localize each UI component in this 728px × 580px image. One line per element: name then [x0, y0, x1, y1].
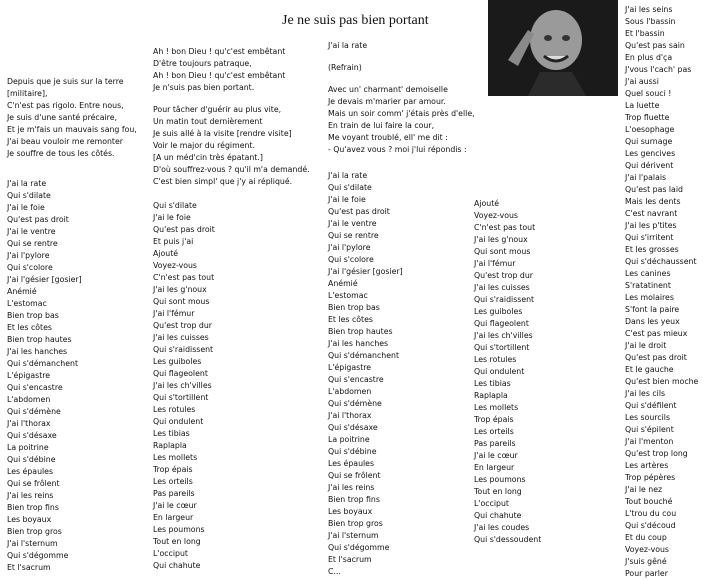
- lyric-line: Qui se rentre: [328, 231, 379, 240]
- lyric-line: Mais les dents: [625, 197, 681, 206]
- lyric-line: J'ai le nez: [625, 485, 663, 494]
- lyric-line: Les tibias: [153, 429, 190, 438]
- lyric-line: (Refrain): [328, 63, 362, 72]
- lyric-line: Qui dérivent: [625, 161, 674, 170]
- lyric-line: Qui s'dilate: [153, 201, 197, 210]
- lyric-line: S'font la paire: [625, 305, 680, 314]
- lyric-line: Qui chahute: [474, 511, 522, 520]
- lyric-line: J'ai le foie: [153, 213, 191, 222]
- lyric-line: La luette: [625, 101, 660, 110]
- lyric-line: Les mollets: [153, 453, 198, 462]
- lyric-line: - Qu'avez vous ? moi j'lui répondis :: [328, 145, 467, 154]
- lyric-line: Et l'sacrum: [7, 563, 51, 572]
- lyric-line: J'ai les seins: [625, 5, 673, 14]
- lyric-line: Les molaires: [625, 293, 674, 302]
- lyrics-column-4: [474, 198, 614, 546]
- lyric-line: J'ai les g'noux: [153, 285, 207, 294]
- lyric-line: Me voyant troublé, ell' me dit :: [328, 133, 448, 142]
- lyric-line: Les orteils: [474, 427, 514, 436]
- lyric-line: J'ai le cœur: [153, 501, 197, 510]
- lyric-line: Qu'est bien moche: [625, 377, 699, 386]
- lyric-line: Les canines: [625, 269, 671, 278]
- lyric-line: Et les côtes: [7, 323, 52, 332]
- lyric-line: Qui s'dessoudent: [474, 535, 542, 544]
- lyric-line: Bien trop fins: [7, 503, 59, 512]
- lyric-line: Tout en long: [474, 487, 522, 496]
- lyric-line: J'ai l'sternum: [7, 539, 58, 548]
- lyric-line: Qui s'dilate: [328, 183, 372, 192]
- lyric-line: Qu'est pas droit: [625, 353, 687, 362]
- page-title: Je ne suis pas bien portant: [282, 13, 429, 28]
- lyric-line: Qui s'raidissent: [474, 295, 535, 304]
- lyric-line: L'épigastre: [7, 371, 51, 380]
- lyric-line: J'ai le foie: [7, 203, 45, 212]
- lyric-line: Qu'est pas laid: [625, 185, 683, 194]
- portrait-image: [488, 0, 618, 96]
- lyric-line: Qui s'débine: [7, 455, 56, 464]
- lyric-line: Trop épais: [153, 465, 193, 474]
- lyric-line: Les poumons: [153, 525, 205, 534]
- lyric-line: Qui s'colore: [328, 255, 374, 264]
- lyric-line: Qui ondulent: [474, 367, 525, 376]
- lyric-line: Qui s'découd: [625, 521, 676, 530]
- lyric-line: L'abdomen: [328, 387, 372, 396]
- lyric-line: Je suis allé à la visite [rendre visite]: [153, 129, 292, 138]
- lyric-line: C'est navrant: [625, 209, 678, 218]
- lyric-line: Les artères: [625, 461, 669, 470]
- lyric-line: Je suis d'une santé précaire,: [7, 113, 117, 122]
- lyric-line: J'ai l'menton: [625, 437, 674, 446]
- lyric-line: J'suis gêné: [625, 557, 667, 566]
- lyric-line: Et l'sacrum: [328, 555, 372, 564]
- lyric-line: Qui sont mous: [153, 297, 210, 306]
- lyric-line: J'ai l'palais: [625, 173, 667, 182]
- lyric-line: Voyez-vous: [474, 211, 518, 220]
- lyric-line: L'occiput: [153, 549, 188, 558]
- lyric-line: Qui s'déchaussent: [625, 257, 697, 266]
- lyric-line: Bien trop gros: [328, 519, 383, 528]
- lyric-line: J'ai les hanches: [7, 347, 68, 356]
- lyric-line: Qui sont mous: [474, 247, 531, 256]
- lyric-line: C...: [328, 567, 341, 576]
- lyric-line: J'ai les ch'villes: [474, 331, 533, 340]
- lyric-line: Ajouté: [474, 199, 500, 208]
- lyric-line: Et l'bassin: [625, 29, 665, 38]
- lyric-line: En largeur: [474, 463, 515, 472]
- lyric-line: Raplapla: [474, 391, 508, 400]
- lyric-line: Voyez-vous: [625, 545, 669, 554]
- lyric-line: Qui s'irritent: [625, 233, 674, 242]
- lyrics-column-5: [625, 4, 728, 578]
- lyric-line: Voir le major du régiment.: [153, 141, 255, 150]
- lyric-line: J'ai aussi: [625, 77, 659, 86]
- lyric-line: Qu'est trop dur: [474, 271, 534, 280]
- lyric-line: Qu'est pas sain: [625, 41, 685, 50]
- lyric-line: L'épigastre: [328, 363, 372, 372]
- lyric-line: Je souffre de tous les côtés.: [7, 149, 115, 158]
- lyric-line: Bien trop hautes: [7, 335, 72, 344]
- lyric-line: J'ai l'gésier [gosier]: [328, 267, 403, 276]
- lyric-line: Pas pareils: [153, 489, 195, 498]
- lyric-line: Pas pareils: [474, 439, 516, 448]
- lyric-line: J'ai le ventre: [328, 219, 377, 228]
- lyric-line: Bien trop fins: [328, 495, 380, 504]
- lyric-line: Qui se rentre: [7, 239, 58, 248]
- lyrics-column-1: [7, 76, 147, 574]
- lyric-line: Bien trop bas: [328, 303, 380, 312]
- lyric-line: J'ai la rate: [7, 179, 47, 188]
- lyric-line: Ah ! bon Dieu ! qu'c'est embêtant: [153, 71, 286, 80]
- lyric-line: Les orteils: [153, 477, 193, 486]
- lyric-line: En largeur: [153, 513, 194, 522]
- lyric-line: J'ai la rate: [328, 171, 368, 180]
- lyric-line: Quel souci !: [625, 89, 672, 98]
- lyric-line: Trop fluette: [625, 113, 670, 122]
- lyric-line: J'ai les cuisses: [474, 283, 530, 292]
- lyric-line: Dans les yeux: [625, 317, 680, 326]
- lyric-line: Qui chahute: [153, 561, 201, 570]
- lyric-line: Et puis j'ai: [153, 237, 194, 246]
- lyric-line: L'oesophage: [625, 125, 675, 134]
- lyric-line: J'ai le foie: [328, 195, 366, 204]
- lyric-line: Et du coup: [625, 533, 667, 542]
- lyric-line: Qui s'tortillent: [153, 393, 209, 402]
- lyric-line: J'vous l'cach' pas: [625, 65, 692, 74]
- lyric-line: Qui s'encastre: [328, 375, 384, 384]
- lyric-line: Depuis que je suis sur la terre: [7, 77, 124, 86]
- lyric-line: Qu'est trop dur: [153, 321, 213, 330]
- lyric-line: Trop pépères: [625, 473, 676, 482]
- lyric-line: Tout bouché: [625, 497, 673, 506]
- lyric-line: J'ai beau vouloir me remonter: [7, 137, 123, 146]
- lyric-line: Qui s'débine: [328, 447, 377, 456]
- lyric-line: Les guiboles: [474, 307, 523, 316]
- singer-photo: [488, 0, 618, 96]
- lyric-line: J'ai le ventre: [7, 227, 56, 236]
- lyric-line: J'ai l'sternum: [328, 531, 379, 540]
- lyric-line: C'n'est pas rigolo. Entre nous,: [7, 101, 124, 110]
- lyric-line: J'ai l'gésier [gosier]: [7, 275, 82, 284]
- lyric-line: J'ai les cils: [625, 389, 666, 398]
- lyric-line: Trop épais: [474, 415, 514, 424]
- lyric-line: Qui s'démène: [7, 407, 61, 416]
- lyric-line: Et je m'fais un mauvais sang fou,: [7, 125, 137, 134]
- lyric-line: J'ai les coudes: [474, 523, 530, 532]
- lyric-line: Bien trop gros: [7, 527, 62, 536]
- lyric-line: Qui flageolent: [153, 369, 208, 378]
- lyric-line: J'ai l'pylore: [328, 243, 371, 252]
- lyric-line: Les boyaux: [328, 507, 373, 516]
- lyric-line: Les boyaux: [7, 515, 52, 524]
- lyric-line: J'ai l'pylore: [7, 251, 50, 260]
- lyric-line: Qui s'démanchent: [328, 351, 400, 360]
- lyric-line: C'n'est pas tout: [474, 223, 536, 232]
- lyric-line: Sous l'bassin: [625, 17, 676, 26]
- lyric-line: L'estomac: [7, 299, 47, 308]
- lyric-line: C'est pas mieux: [625, 329, 688, 338]
- lyric-line: Et les côtes: [328, 315, 373, 324]
- lyric-line: D'être toujours patraque,: [153, 59, 252, 68]
- lyric-line: J'ai les reins: [328, 483, 375, 492]
- lyric-line: Les gencives: [625, 149, 676, 158]
- lyric-line: J'ai la rate: [328, 41, 368, 50]
- lyric-line: Qui s'dilate: [7, 191, 51, 200]
- lyrics-column-3: [328, 40, 478, 578]
- lyric-line: Qu'est pas droit: [153, 225, 215, 234]
- lyric-line: Ajouté: [153, 249, 179, 258]
- lyric-line: J'ai les hanches: [328, 339, 389, 348]
- lyric-line: Les tibias: [474, 379, 511, 388]
- lyric-line: Qui se frôlent: [7, 479, 60, 488]
- lyric-line: La poitrine: [7, 443, 49, 452]
- lyric-line: Qui s'désaxe: [328, 423, 378, 432]
- lyric-line: J'ai le droit: [625, 341, 667, 350]
- lyric-line: C'est bien simpl' que j'y ai répliqué.: [153, 177, 293, 186]
- lyric-line: Pour parler: [625, 569, 668, 578]
- lyric-line: Qui flageolent: [474, 319, 529, 328]
- lyric-line: Ah ! bon Dieu ! qu'c'est embêtant: [153, 47, 286, 56]
- lyric-line: Qu'est pas droit: [7, 215, 69, 224]
- lyric-line: Les rotules: [474, 355, 517, 364]
- lyric-line: En plus d'ça: [625, 53, 673, 62]
- lyric-line: C'n'est pas tout: [153, 273, 215, 282]
- lyric-line: Qui s'démanchent: [7, 359, 79, 368]
- lyric-line: La poitrine: [328, 435, 370, 444]
- lyric-line: Un matin tout dernièrement: [153, 117, 263, 126]
- lyric-line: J'ai les ch'villes: [153, 381, 212, 390]
- lyric-line: Qui s'encastre: [7, 383, 63, 392]
- lyric-line: Qui se frôlent: [328, 471, 381, 480]
- lyric-line: J'ai le cœur: [474, 451, 518, 460]
- lyric-line: Et le gauche: [625, 365, 674, 374]
- lyric-line: Qui surnage: [625, 137, 673, 146]
- lyric-line: Les épaules: [328, 459, 375, 468]
- lyric-line: Bien trop hautes: [328, 327, 393, 336]
- lyric-line: [militaire],: [7, 89, 48, 98]
- lyric-line: L'trou du cou: [625, 509, 677, 518]
- lyric-line: L'estomac: [328, 291, 368, 300]
- lyric-line: Anémié: [328, 279, 358, 288]
- lyric-line: Et les grosses: [625, 245, 679, 254]
- lyric-line: Qu'est trop long: [625, 449, 688, 458]
- lyric-line: Les épaules: [7, 467, 54, 476]
- lyric-line: Qui s'démène: [328, 399, 382, 408]
- lyric-line: Qui s'dégomme: [328, 543, 390, 552]
- lyric-line: Pour tâcher d'guérir au plus vite,: [153, 105, 282, 114]
- lyric-line: J'ai les p'tites: [625, 221, 677, 230]
- lyric-line: [A un méd'cin très épatant.]: [153, 153, 263, 162]
- lyric-line: S'ratatinent: [625, 281, 671, 290]
- lyric-line: J'ai l'thorax: [328, 411, 372, 420]
- lyric-line: Les rotules: [153, 405, 196, 414]
- lyric-line: L'abdomen: [7, 395, 51, 404]
- lyric-line: Les guiboles: [153, 357, 202, 366]
- lyric-line: Qui s'colore: [7, 263, 53, 272]
- lyric-line: Mais un soir comm' j'étais près d'elle,: [328, 109, 475, 118]
- lyric-line: Tout en long: [153, 537, 201, 546]
- lyric-line: Les poumons: [474, 475, 526, 484]
- lyric-line: Raplapla: [153, 441, 187, 450]
- lyric-line: En train de lui faire la cour,: [328, 121, 435, 130]
- lyric-line: J'ai l'fémur: [153, 309, 195, 318]
- lyric-line: J'ai les reins: [7, 491, 54, 500]
- lyric-line: Qui s'désaxe: [7, 431, 57, 440]
- lyric-line: Qui s'dégomme: [7, 551, 69, 560]
- lyric-line: J'ai l'fémur: [474, 259, 516, 268]
- lyric-line: Je devais m'marier par amour.: [328, 97, 446, 106]
- lyric-line: Bien trop bas: [7, 311, 59, 320]
- lyric-line: Qui s'raidissent: [153, 345, 214, 354]
- lyric-line: L'occiput: [474, 499, 509, 508]
- lyric-line: J'ai l'thorax: [7, 419, 51, 428]
- lyric-line: Qui s'épilent: [625, 425, 674, 434]
- lyric-line: Les sourcils: [625, 413, 671, 422]
- lyric-line: Les mollets: [474, 403, 519, 412]
- lyric-line: Qu'est pas droit: [328, 207, 390, 216]
- lyric-line: Voyez-vous: [153, 261, 197, 270]
- lyric-line: Avec un' charmant' demoiselle: [328, 85, 448, 94]
- lyric-line: Anémié: [7, 287, 37, 296]
- lyric-line: Qui ondulent: [153, 417, 204, 426]
- lyric-line: D'où souffrez-vous ? qu'il m'a demandé.: [153, 165, 310, 174]
- lyric-line: J'ai les cuisses: [153, 333, 209, 342]
- lyric-line: Qui s'défilent: [625, 401, 677, 410]
- lyrics-column-2: [153, 46, 323, 572]
- lyric-line: J'ai les g'noux: [474, 235, 528, 244]
- lyric-line: Je n'suis pas bien portant.: [153, 83, 255, 92]
- lyric-line: Qui s'tortillent: [474, 343, 530, 352]
